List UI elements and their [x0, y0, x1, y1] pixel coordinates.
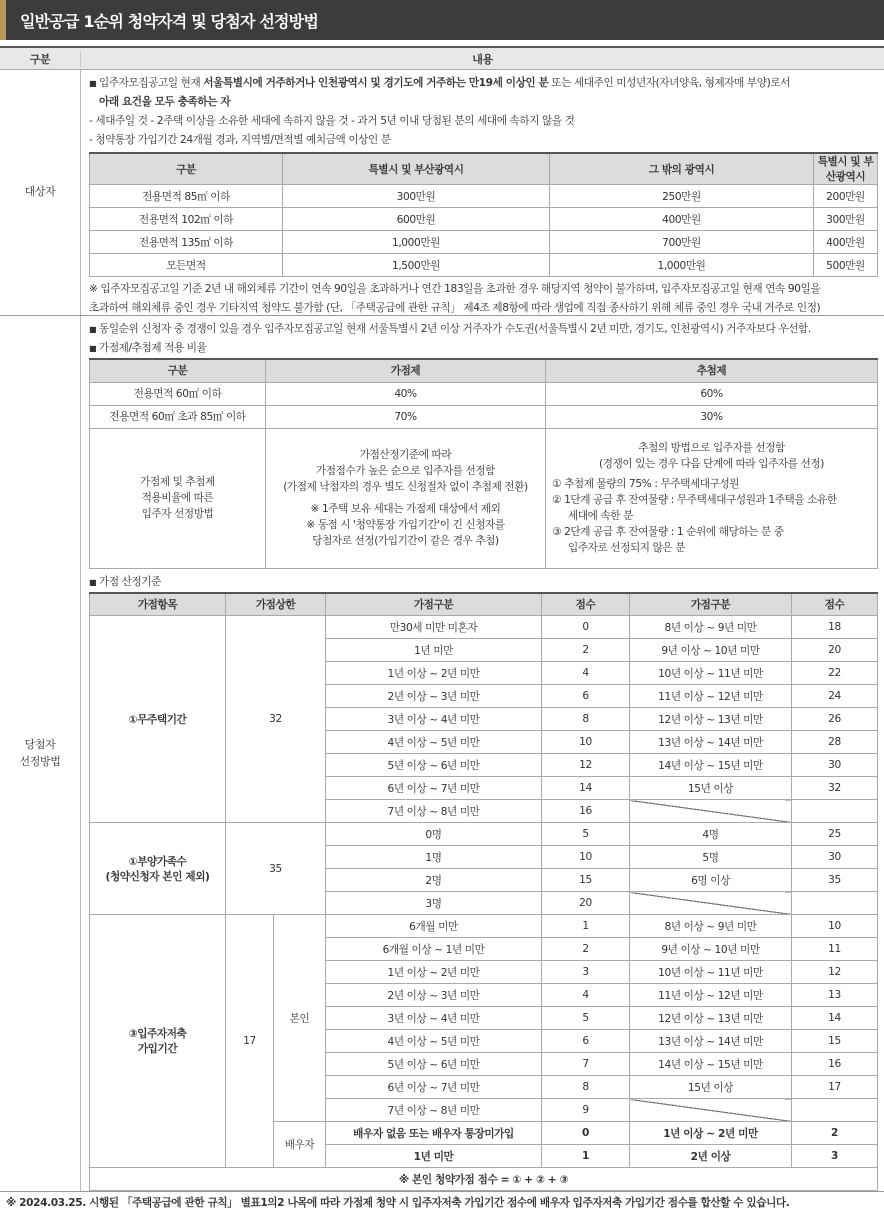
deposit-header-cell: 구분: [90, 153, 283, 185]
table-cell: 12년 이상 ~ 13년 미만: [630, 708, 792, 731]
ratio-header-cell: 추첨제: [546, 359, 878, 382]
main-table: [0, 46, 884, 1215]
empty-cell: [630, 800, 792, 823]
table-cell: 15년 이상: [630, 777, 792, 800]
table-cell: 6년 이상 ~ 7년 미만: [326, 777, 542, 800]
table-cell: 30%: [546, 405, 878, 428]
table-cell: 17: [792, 1076, 878, 1099]
ratio-header-cell: 구분: [90, 359, 266, 382]
table-cell: 1,000만원: [283, 231, 550, 254]
empty-cell: [792, 1099, 878, 1122]
table-cell: 8: [542, 708, 630, 731]
table-cell: 1,500만원: [283, 254, 550, 277]
table-cell: 300만원: [814, 208, 878, 231]
table-cell: 2: [542, 938, 630, 961]
table-cell: 10: [792, 915, 878, 938]
table-cell: 9년 이상 ~ 10년 미만: [630, 639, 792, 662]
empty-cell: [792, 800, 878, 823]
table-row: [90, 254, 878, 277]
table-cell: 13년 이상 ~ 14년 미만: [630, 731, 792, 754]
max-score: 32: [226, 616, 326, 823]
table-cell: 250만원: [550, 185, 814, 208]
table-cell: 2년 이상 ~ 3년 미만: [326, 984, 542, 1007]
table-cell: 40%: [266, 382, 546, 405]
section-eligibility-body: [80, 70, 884, 315]
table-cell: 5: [542, 823, 630, 846]
score-bullet: ■ 가점 산정기준: [89, 575, 161, 588]
table-cell: 18: [792, 616, 878, 639]
score-table: [89, 592, 878, 1192]
table-cell: 5년 이상 ~ 6년 미만: [326, 1053, 542, 1076]
table-cell: 8년 이상 ~ 9년 미만: [630, 915, 792, 938]
table-cell: 32: [792, 777, 878, 800]
table-cell: 10: [542, 846, 630, 869]
table-cell: 22: [792, 662, 878, 685]
table-row: [90, 823, 878, 846]
gajeom-method: 가점산정기준에 따라 가점점수가 높은 순으로 입주자를 선정함 (가점제 낙첨자의 경우 별도 신청절차 없이 추첨제 전환) ※ 1주택 보유 세대는 가점제 대상에서 제외 ※ 동점 시 '청약통장 가입기간'이 긴 신청자를 당첨자로 선정(가입기간이 같은 경우 추첨): [266, 428, 546, 568]
table-cell: 7년 이상 ~ 8년 미만: [326, 1099, 542, 1122]
score-header-cell: 점수: [792, 593, 878, 616]
item-savings-period: ③입주자저축 가입기간: [90, 915, 226, 1168]
table-cell: 10년 이상 ~ 11년 미만: [630, 961, 792, 984]
table-cell: 1년 미만: [326, 639, 542, 662]
table-cell: 26: [792, 708, 878, 731]
table-cell: 6개월 미만: [326, 915, 542, 938]
score-table-header: [90, 593, 878, 616]
table-cell: 14년 이상 ~ 15년 미만: [630, 754, 792, 777]
table-cell: 1,000만원: [550, 254, 814, 277]
selection-label-line2: 선정방법: [19, 754, 61, 768]
eligibility-bullet: ■ 입주자모집공고일 현재 서울특별시에 거주하거나 인천광역시 및 경기도에 거주하는 만19세 이상인 분 또는 세대주인 미성년자(자녀양육, 형제자매 부양)로서: [89, 77, 790, 89]
table-header: [0, 46, 884, 70]
title-accent: [0, 0, 6, 40]
table-row: [90, 915, 878, 938]
table-cell: 전용면적 135㎡ 이하: [90, 231, 283, 254]
empty-cell: [630, 1099, 792, 1122]
table-cell: 9년 이상 ~ 10년 미만: [630, 938, 792, 961]
sub-spouse: 배우자: [274, 1122, 326, 1168]
ratio-table-header: [90, 359, 878, 382]
table-cell: 12: [542, 754, 630, 777]
table-cell: 2: [792, 1122, 878, 1145]
table-cell: 20: [792, 639, 878, 662]
score-header-cell: 가점구분: [630, 593, 792, 616]
table-cell: 2: [542, 639, 630, 662]
table-cell: 2명: [326, 869, 542, 892]
table-row: [90, 616, 878, 639]
table-cell: 4: [542, 984, 630, 1007]
table-cell: 1: [542, 1145, 630, 1168]
section-selection-label: [0, 316, 80, 1191]
table-cell: 배우자 없음 또는 배우자 통장미가입: [326, 1122, 542, 1145]
table-cell: 8: [542, 1076, 630, 1099]
table-cell: 전용면적 60㎡ 이하: [90, 382, 266, 405]
table-cell: 30: [792, 846, 878, 869]
table-cell: 전용면적 102㎡ 이하: [90, 208, 283, 231]
table-cell: 1명: [326, 846, 542, 869]
table-cell: 16: [792, 1053, 878, 1076]
table-row: [90, 208, 878, 231]
table-cell: 300만원: [283, 185, 550, 208]
table-cell: 만30세 미만 미혼자: [326, 616, 542, 639]
table-row: [90, 185, 878, 208]
table-cell: 30: [792, 754, 878, 777]
ratio-header-cell: 가점제: [266, 359, 546, 382]
table-cell: 400만원: [814, 231, 878, 254]
table-cell: 60%: [546, 382, 878, 405]
table-cell: 12: [792, 961, 878, 984]
deposit-header-cell: 특별시 및 부산광역시: [814, 153, 878, 185]
table-cell: 1년 미만: [326, 1145, 542, 1168]
table-cell: 11년 이상 ~ 12년 미만: [630, 984, 792, 1007]
table-cell: 3명: [326, 892, 542, 915]
deposit-header-cell: 특별시 및 부산광역시: [283, 153, 550, 185]
method-label: 가점제 및 추첨제 적용비율에 따른 입주자 선정방법: [90, 428, 266, 568]
table-cell: 3: [542, 961, 630, 984]
total-formula: ※ 본인 청약가점 점수 = ① + ② + ③: [90, 1168, 878, 1191]
table-cell: 15: [792, 1030, 878, 1053]
table-cell: 25: [792, 823, 878, 846]
table-cell: 7: [542, 1053, 630, 1076]
table-cell: 6개월 이상 ~ 1년 미만: [326, 938, 542, 961]
overseas-note-line2: 초과하여 해외체류 중인 경우 기타지역 청약도 불가함 (단, 「주택공급에 관한 규칙」 제4조 제8항에 따라 생업에 직접 종사하기 위해 체류 중인 경우 국내 거주로 인정): [89, 302, 821, 314]
requirement-line: - 세대주일 것 - 2주택 이상을 소유한 세대에 속하지 않을 것 - 과거 5년 이내 당첨된 분의 세대에 속하지 않을 것: [89, 115, 575, 127]
page-title: 일반공급 1순위 청약자격 및 당첨자 선정방법: [20, 12, 318, 31]
table-cell: 16: [542, 800, 630, 823]
table-cell: 200만원: [814, 185, 878, 208]
table-cell: 24: [792, 685, 878, 708]
table-cell: 0: [542, 1122, 630, 1145]
requirement-line2: - 청약통장 가입기간 24개월 경과, 지역별/면적별 예치금액 이상인 분: [89, 134, 391, 146]
sub-self: 본인: [274, 915, 326, 1122]
total-row: [90, 1168, 878, 1191]
table-cell: 1년 이상 ~ 2년 미만: [326, 662, 542, 685]
table-cell: 13년 이상 ~ 14년 미만: [630, 1030, 792, 1053]
eligibility-bullet-line2: 아래 요건을 모두 충족하는 자: [99, 96, 231, 108]
table-cell: 4년 이상 ~ 5년 미만: [326, 1030, 542, 1053]
ratio-table: [89, 358, 878, 569]
section-selection: [0, 316, 884, 1192]
header-category: 구분: [29, 52, 51, 66]
table-cell: 6: [542, 685, 630, 708]
score-header-cell: 점수: [542, 593, 630, 616]
table-cell: 15: [542, 869, 630, 892]
table-cell: 13: [792, 984, 878, 1007]
table-cell: 35: [792, 869, 878, 892]
table-row: [90, 382, 878, 405]
table-cell: 6명 이상: [630, 869, 792, 892]
table-cell: 전용면적 85㎡ 이하: [90, 185, 283, 208]
table-cell: 4: [542, 662, 630, 685]
table-cell: 14: [792, 1007, 878, 1030]
table-row: [90, 231, 878, 254]
table-cell: 5: [542, 1007, 630, 1030]
table-cell: 1년 이상 ~ 2년 미만: [630, 1122, 792, 1145]
empty-cell: [630, 892, 792, 915]
table-cell: 500만원: [814, 254, 878, 277]
table-cell: 4명: [630, 823, 792, 846]
table-cell: 11년 이상 ~ 12년 미만: [630, 685, 792, 708]
table-cell: 모든면적: [90, 254, 283, 277]
table-cell: 20: [542, 892, 630, 915]
selection-label-line1: 당첨자: [24, 738, 56, 751]
table-cell: 2년 이상 ~ 3년 미만: [326, 685, 542, 708]
table-cell: 1년 이상 ~ 2년 미만: [326, 961, 542, 984]
table-cell: 700만원: [550, 231, 814, 254]
overseas-note-line1: ※ 입주자모집공고일 기준 2년 내 해외체류 기간이 연속 90일을 초과하거나 연간 183일을 초과한 경우 해당지역 청약이 불가하며, 입주자모집공고일 현재 연속 90일을: [89, 283, 821, 295]
table-row: [90, 405, 878, 428]
score-header-cell: 가점항목: [90, 593, 226, 616]
deposit-header-cell: 그 밖의 광역시: [550, 153, 814, 185]
table-cell: 4년 이상 ~ 5년 미만: [326, 731, 542, 754]
table-cell: 400만원: [550, 208, 814, 231]
table-cell: 3년 이상 ~ 4년 미만: [326, 708, 542, 731]
table-cell: 6년 이상 ~ 7년 미만: [326, 1076, 542, 1099]
max-score: 17: [226, 915, 274, 1168]
table-cell: 1: [542, 915, 630, 938]
max-score: 35: [226, 823, 326, 915]
item-dependents: ①부양가족수 (청약신청자 본인 제외): [90, 823, 226, 915]
score-header-cell: 가점상한: [226, 593, 326, 616]
deposit-table-header: [90, 153, 878, 185]
score-header-cell: 가점구분: [326, 593, 542, 616]
table-cell: 전용면적 60㎡ 초과 85㎡ 이하: [90, 405, 266, 428]
priority-bullet: ■ 동일순위 신청자 중 경쟁이 있을 경우 입주자모집공고일 현재 서울특별시 2년 이상 거주자가 수도권(서울특별시 2년 미만, 경기도, 인천광역시) 거주자보다 우선함.: [89, 323, 811, 335]
footer-note: ※ 2024.03.25. 시행된 「주택공급에 관한 규칙」 별표1의2 나목에 따라 가점제 청약 시 입주자저축 가입기간 점수에 배우자 입주자저축 가입기간 점수를 합산할 수 있습니다.: [6, 1197, 790, 1209]
header-content: 내용: [80, 51, 884, 67]
table-cell: 600만원: [283, 208, 550, 231]
ratio-bullet: ■ 가점제/추첨제 적용 비율: [89, 342, 207, 354]
table-cell: 3: [792, 1145, 878, 1168]
table-cell: 10년 이상 ~ 11년 미만: [630, 662, 792, 685]
chucheom-method: 추첨의 방법으로 입주자를 선정함 (경쟁이 있는 경우 다음 단계에 따라 입주자를 선정) ① 추첨제 물량의 75% : 무주택세대구성원 ② 1단계 공급 후 잔여물량 : 무주택세대구성원과 1주택을 소유한 세대에 속한 분 ③ 2단계 공급 후 잔여물량 : 1 순위에 해당하는 분 중 입주자로 선정되지 않은 분: [546, 428, 878, 568]
table-cell: 15년 이상: [630, 1076, 792, 1099]
table-cell: 70%: [266, 405, 546, 428]
table-cell: 9: [542, 1099, 630, 1122]
empty-cell: [792, 892, 878, 915]
table-cell: 3년 이상 ~ 4년 미만: [326, 1007, 542, 1030]
table-cell: 0: [542, 616, 630, 639]
table-cell: 10: [542, 731, 630, 754]
table-cell: 6: [542, 1030, 630, 1053]
table-cell: 14: [542, 777, 630, 800]
table-cell: 14년 이상 ~ 15년 미만: [630, 1053, 792, 1076]
section-selection-body: [80, 316, 884, 1191]
table-cell: 2년 이상: [630, 1145, 792, 1168]
table-cell: 28: [792, 731, 878, 754]
deposit-table: [89, 152, 878, 277]
table-cell: 8년 이상 ~ 9년 미만: [630, 616, 792, 639]
item-homeless-period: ①무주택기간: [90, 616, 226, 823]
table-cell: 5명: [630, 846, 792, 869]
table-cell: 5년 이상 ~ 6년 미만: [326, 754, 542, 777]
table-cell: 7년 이상 ~ 8년 미만: [326, 800, 542, 823]
method-row: [90, 428, 878, 568]
title-bar: [0, 0, 884, 40]
table-cell: 11: [792, 938, 878, 961]
section-eligibility: [0, 70, 884, 316]
table-cell: 0명: [326, 823, 542, 846]
section-eligibility-label: 대상자: [24, 185, 56, 199]
table-cell: 12년 이상 ~ 13년 미만: [630, 1007, 792, 1030]
